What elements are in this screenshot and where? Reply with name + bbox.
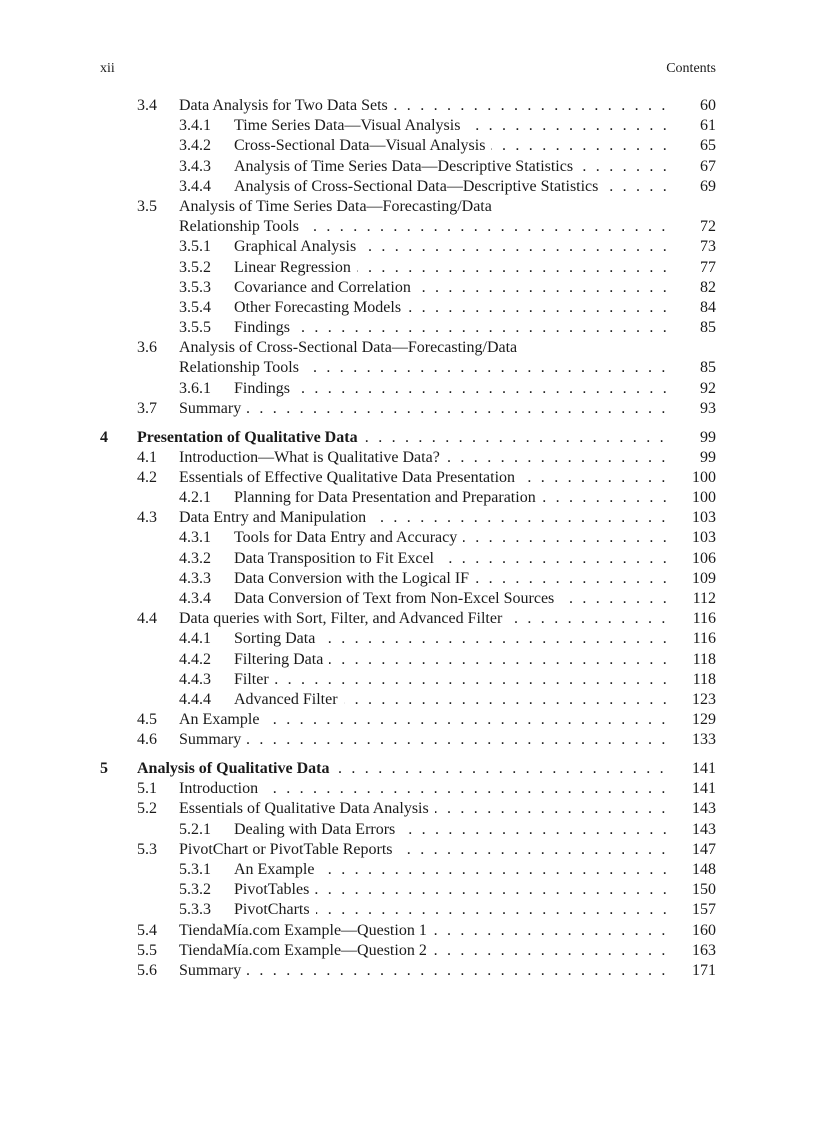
toc-entry-page: 69	[700, 177, 716, 195]
toc-entry-title-text: An Example	[234, 861, 320, 878]
toc-entry-page: 82	[700, 278, 716, 296]
toc-entry-page: 133	[692, 731, 716, 749]
toc-entry-title	[234, 880, 668, 900]
toc-entry	[100, 629, 716, 649]
toc-entry-page: 150	[692, 881, 716, 899]
toc-entry-number: 3.4.1	[179, 117, 211, 135]
toc-entry	[100, 116, 716, 136]
toc-chapter-entry	[100, 759, 716, 779]
toc-entry-number: 5.3.2	[179, 881, 211, 899]
toc-entry	[100, 399, 716, 419]
toc-entry-title	[179, 840, 668, 860]
toc-entry	[100, 528, 716, 548]
toc-entry-number: 3.6	[137, 339, 157, 357]
toc-entry-number: 5.6	[137, 961, 157, 979]
toc-entry-page: 123	[692, 690, 716, 708]
toc-entry-page: 67	[700, 157, 716, 175]
toc-entry-number: 3.6.1	[179, 379, 211, 397]
toc-entry	[100, 508, 716, 528]
toc-entry	[100, 961, 716, 981]
toc-entry-title	[179, 197, 668, 217]
toc-entry-title-text: Findings	[234, 319, 296, 336]
toc-entry-title	[234, 900, 668, 920]
toc-entry-title	[179, 508, 668, 528]
toc-entry-title-text: Analysis of Cross-Sectional Data—Forecasting/Data	[179, 339, 523, 356]
toc-entry-number: 4.4.2	[179, 650, 211, 668]
toc-entry-number: 5.4	[137, 921, 157, 939]
toc-entry-title	[234, 549, 668, 569]
toc-entry-title-text: Essentials of Effective Qualitative Data Presentation	[179, 469, 521, 486]
toc-entry-number: 4.3.1	[179, 529, 211, 547]
toc-entry	[100, 488, 716, 508]
toc-entry-title	[234, 258, 668, 278]
toc-entry-page: 93	[700, 399, 716, 417]
toc-entry-title-text: Dealing with Data Errors	[234, 821, 401, 838]
toc-entry-number: 5.5	[137, 941, 157, 959]
toc-entry-title	[234, 690, 668, 710]
toc-entry-page: 143	[692, 800, 716, 818]
toc-entry-page: 99	[700, 428, 716, 446]
toc-entry-page: 103	[692, 509, 716, 527]
toc-entry-title	[234, 237, 668, 257]
toc-entry-title-text: Findings	[234, 380, 296, 397]
toc-entry-title	[234, 157, 668, 177]
toc-entry-title-text: Other Forecasting Models	[234, 299, 407, 316]
toc-entry	[100, 710, 716, 730]
toc-entry-title-text: Analysis of Qualitative Data	[137, 760, 335, 777]
toc-entry-title	[179, 779, 668, 799]
toc-entry-number: 4.4.4	[179, 690, 211, 708]
toc-entry	[100, 670, 716, 690]
toc-entry-page: 141	[692, 780, 716, 798]
toc-entry-number: 4.3.2	[179, 549, 211, 567]
toc-entry-number: 4.5	[137, 711, 157, 729]
toc-entry-page: 147	[692, 840, 716, 858]
toc-entry-number: 3.5.2	[179, 258, 211, 276]
toc-entry	[100, 730, 716, 750]
toc-entry-title	[179, 468, 668, 488]
toc-entry-title	[179, 448, 668, 468]
toc-entry-number: 4.4.3	[179, 670, 211, 688]
toc-entry-title-text: Sorting Data	[234, 630, 321, 647]
toc-entry-title	[179, 941, 668, 961]
toc-entry	[100, 237, 716, 257]
toc-entry-title-text: Planning for Data Presentation and Preparation	[234, 489, 542, 506]
toc-entry-title-text: TiendaMía.com Example—Question 2	[179, 942, 433, 959]
toc-entry-number: 4.2.1	[179, 489, 211, 507]
toc-entry-title-text: PivotChart or PivotTable Reports	[179, 841, 399, 858]
toc-entry-page: 109	[692, 569, 716, 587]
toc-entry-title	[234, 488, 668, 508]
toc-entry-page: 103	[692, 529, 716, 547]
toc-entry-title-text: Introduction—What is Qualitative Data?	[179, 449, 446, 466]
toc-entry-number: 3.5.1	[179, 238, 211, 256]
toc-entry	[100, 298, 716, 318]
toc-entry	[100, 921, 716, 941]
toc-entry-title-text: Data Entry and Manipulation	[179, 509, 372, 526]
toc-entry-title	[179, 961, 668, 981]
toc-entry-title	[234, 318, 668, 338]
toc-entry-page: 129	[692, 711, 716, 729]
toc-entry-title-text: Analysis of Cross-Sectional Data—Descriptive Statistics	[234, 178, 604, 195]
toc-entry-number: 5.3.3	[179, 901, 211, 919]
toc-entry-number: 3.4.4	[179, 177, 211, 195]
toc-entry	[100, 860, 716, 880]
toc-entry-page: 72	[700, 218, 716, 236]
toc-entry	[100, 650, 716, 670]
toc-entry-number: 4.3	[137, 509, 157, 527]
toc-entry-title-text: Summary	[179, 962, 247, 979]
toc-entry	[100, 840, 716, 860]
toc-entry-number: 4.6	[137, 731, 157, 749]
toc-entry-title-text: Data Conversion of Text from Non-Excel Sources	[234, 590, 560, 607]
toc-entry-title	[234, 528, 668, 548]
toc-entry-number: 3.5	[137, 197, 157, 215]
toc-entry-page: 60	[700, 97, 716, 114]
toc-entry-number: 3.5.4	[179, 298, 211, 316]
toc-entry-page: 116	[692, 630, 716, 648]
toc-entry-title	[234, 116, 668, 136]
toc-entry-page: 65	[700, 137, 716, 155]
toc-entry-title	[179, 399, 668, 419]
toc-entry-page: 148	[692, 860, 716, 878]
toc-entry	[100, 779, 716, 799]
toc-entry-title-text: Presentation of Qualitative Data	[137, 429, 364, 446]
toc-entry	[100, 358, 716, 378]
toc-entry-page: 100	[692, 468, 716, 486]
toc-entry-title	[234, 298, 668, 318]
toc-entry	[100, 900, 716, 920]
toc-entry-title-text: Essentials of Qualitative Data Analysis	[179, 800, 435, 817]
toc-entry-page: 157	[692, 901, 716, 919]
toc-entry	[100, 338, 716, 358]
toc-entry-number: 5.2.1	[179, 820, 211, 838]
toc-entry-title-text: An Example	[179, 711, 265, 728]
toc-entry	[100, 157, 716, 177]
toc-entry-title-text: Linear Regression	[234, 259, 357, 276]
page-number: xii	[100, 61, 115, 76]
toc-entry	[100, 278, 716, 298]
toc-entry	[100, 197, 716, 217]
toc-entry-number: 4.2	[137, 468, 157, 486]
toc-entry	[100, 379, 716, 399]
toc-entry-page: 163	[692, 941, 716, 959]
toc-entry-number: 5.3.1	[179, 860, 211, 878]
toc-entry-number: 4.1	[137, 448, 157, 466]
toc-entry-title	[179, 96, 668, 116]
toc-entry-page: 61	[700, 117, 716, 135]
toc-entry-title	[234, 278, 668, 298]
toc-entry-title-text: Cross-Sectional Data—Visual Analysis	[234, 137, 491, 154]
toc-entry-title	[234, 629, 668, 649]
toc-entry-title	[234, 379, 668, 399]
toc-entry-title-text: Data queries with Sort, Filter, and Advanced Filter	[179, 610, 508, 627]
toc-entry-title	[234, 650, 668, 670]
toc-entry-page: 100	[692, 489, 716, 507]
toc-entry-title	[234, 670, 668, 690]
toc-entry-number: 3.4.2	[179, 137, 211, 155]
toc-entry-title-text: Relationship Tools	[179, 218, 305, 235]
toc-entry-title	[179, 338, 668, 358]
toc-entry	[100, 318, 716, 338]
toc-entry	[100, 690, 716, 710]
toc-entry-page: 92	[700, 379, 716, 397]
toc-entry-title	[234, 177, 668, 197]
toc-entry	[100, 609, 716, 629]
toc-entry-title-text: Graphical Analysis	[234, 238, 362, 255]
toc-entry-page: 112	[692, 590, 716, 607]
toc-entry-number: 3.4	[137, 97, 157, 114]
toc-entry-title-text: Introduction	[179, 780, 264, 797]
toc-entry-number: 4.3.3	[179, 569, 211, 587]
toc-entry-page: 143	[692, 820, 716, 838]
toc-entry-title-text: Data Conversion with the Logical IF	[234, 570, 475, 587]
toc-entry-number: 3.7	[137, 399, 157, 417]
toc-entry	[100, 799, 716, 819]
table-of-contents	[100, 96, 716, 981]
toc-entry	[100, 448, 716, 468]
toc-entry-number: 4.4.1	[179, 630, 211, 648]
toc-entry-title-text: Relationship Tools	[179, 359, 305, 376]
toc-entry-title-text: Tools for Data Entry and Accuracy	[234, 529, 463, 546]
toc-entry-title	[179, 921, 668, 941]
toc-entry	[100, 136, 716, 156]
toc-entry-page: 118	[692, 650, 716, 668]
toc-entry-number: 3.4.3	[179, 157, 211, 175]
toc-entry	[100, 569, 716, 589]
toc-entry-title-text: Summary	[179, 731, 247, 748]
toc-entry-number: 4.4	[137, 610, 157, 628]
toc-entry-page: 73	[700, 238, 716, 256]
toc-entry	[100, 258, 716, 278]
toc-entry-number: 5.2	[137, 800, 157, 818]
toc-entry-page: 141	[692, 760, 716, 777]
toc-entry-page: 160	[692, 921, 716, 939]
toc-entry-title	[234, 136, 668, 156]
toc-entry-number: 4.3.4	[179, 590, 211, 607]
toc-entry-number: 5.3	[137, 840, 157, 858]
toc-entry-title	[234, 860, 668, 880]
toc-entry-number: 4	[100, 428, 108, 446]
toc-entry	[100, 880, 716, 900]
running-title: Contents	[666, 61, 716, 76]
toc-entry	[100, 820, 716, 840]
toc-entry	[100, 468, 716, 488]
toc-entry-title-text: Time Series Data—Visual Analysis	[234, 117, 466, 134]
toc-entry-page: 116	[692, 610, 716, 628]
toc-entry-title	[179, 358, 668, 378]
toc-chapter-entry	[100, 428, 716, 448]
toc-entry	[100, 941, 716, 961]
toc-entry-page: 99	[700, 448, 716, 466]
toc-entry-title	[179, 799, 668, 819]
toc-entry	[100, 96, 716, 116]
toc-entry-title-text: Data Transposition to Fit Excel	[234, 550, 440, 567]
toc-entry-title-text: Analysis of Time Series Data—Forecasting/Data	[179, 198, 498, 215]
toc-entry-title-text: Summary	[179, 400, 247, 417]
toc-entry	[100, 217, 716, 237]
toc-entry	[100, 177, 716, 197]
toc-entry-number: 5.1	[137, 780, 157, 798]
toc-entry-title-text: PivotTables	[234, 881, 315, 898]
toc-entry-number: 3.5.5	[179, 319, 211, 337]
toc-entry-title-text: TiendaMía.com Example—Question 1	[179, 922, 433, 939]
toc-entry-page: 118	[692, 670, 716, 688]
toc-entry-number: 5	[100, 760, 108, 777]
toc-entry-title-text: Filtering Data	[234, 651, 329, 668]
toc-entry-title-text: PivotCharts	[234, 901, 316, 918]
toc-entry-title	[179, 710, 668, 730]
toc-entry-page: 77	[700, 258, 716, 276]
toc-entry-title	[234, 569, 668, 589]
toc-entry-title-text: Advanced Filter	[234, 691, 344, 708]
toc-entry-title	[137, 759, 668, 779]
toc-entry-title	[234, 589, 668, 609]
toc-entry-title	[179, 609, 668, 629]
toc-entry	[100, 589, 716, 609]
toc-entry-title	[179, 730, 668, 750]
toc-entry-title	[179, 217, 668, 237]
toc-entry-title-text: Analysis of Time Series Data—Descriptive Statistics	[234, 158, 579, 175]
toc-entry-title	[137, 428, 668, 448]
toc-entry	[100, 549, 716, 569]
toc-entry-title-text: Covariance and Correlation	[234, 279, 417, 296]
toc-entry-page: 85	[700, 359, 716, 377]
toc-entry-page: 84	[700, 298, 716, 316]
toc-entry-title-text: Data Analysis for Two Data Sets	[179, 97, 394, 114]
toc-entry-number: 3.5.3	[179, 278, 211, 296]
toc-entry-title-text: Filter	[234, 671, 275, 688]
toc-entry-page: 85	[700, 319, 716, 337]
toc-entry-title	[234, 820, 668, 840]
toc-entry-page: 106	[692, 549, 716, 567]
toc-entry-page: 171	[692, 961, 716, 979]
